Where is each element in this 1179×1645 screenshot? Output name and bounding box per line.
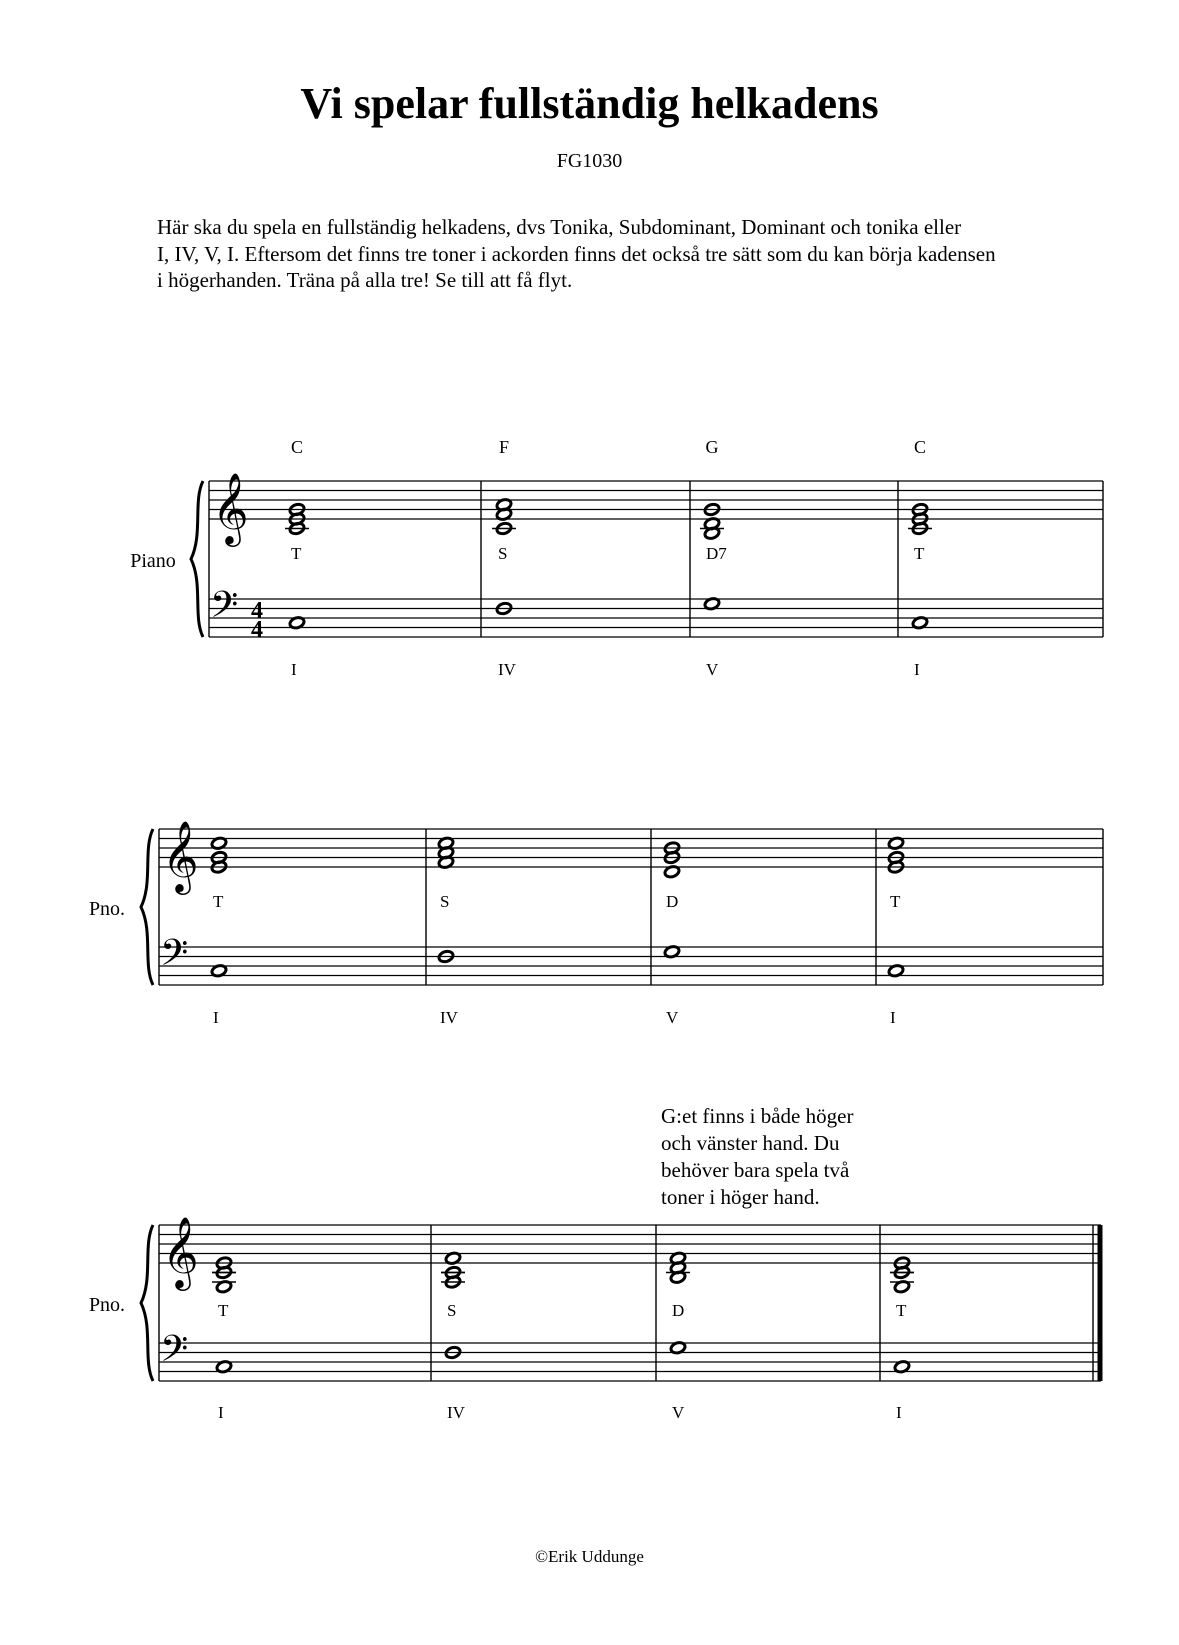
- chord-symbol: F: [498, 437, 510, 457]
- roman-numeral: I: [896, 1403, 902, 1422]
- intro-line: i högerhanden. Träna på alla tre! Se till att få flyt.: [157, 268, 573, 292]
- intro-line: I, IV, V, I. Eftersom det finns tre toner i ackorden finns det också tre sätt som du kan börja kadensen: [157, 241, 996, 266]
- roman-numeral: I: [914, 660, 920, 679]
- page-title: Vi spelar fullständig helkadens: [300, 79, 879, 128]
- roman-numeral: IV: [447, 1403, 465, 1422]
- instrument-label: Pno.: [88, 898, 126, 920]
- roman-numeral: V: [666, 1008, 679, 1027]
- function-label: D: [666, 892, 679, 911]
- chord-symbol: C: [913, 437, 927, 457]
- function-label: S: [498, 544, 508, 563]
- annotation-line: G:et finns i både höger: [661, 1104, 854, 1128]
- roman-numeral: V: [672, 1403, 685, 1422]
- time-signature-bottom: 4: [251, 617, 263, 643]
- treble-clef-icon: 𝄞: [162, 1219, 199, 1287]
- function-label: D7: [706, 544, 727, 563]
- function-label: S: [440, 892, 450, 911]
- roman-numeral: I: [213, 1008, 219, 1027]
- annotation-line: behöver bara spela två: [661, 1158, 850, 1182]
- annotation-text: [661, 1103, 853, 1211]
- function-label: T: [914, 544, 925, 563]
- chord-symbol: G: [705, 437, 719, 457]
- instrument-label: Pno.: [88, 1294, 126, 1316]
- exercise-code: FG1030: [556, 150, 623, 172]
- instrument-label: Piano: [130, 550, 176, 572]
- annotation-line: toner i höger hand.: [661, 1185, 820, 1209]
- bass-clef-icon: 𝄢: [160, 933, 189, 982]
- roman-numeral: V: [706, 660, 719, 679]
- function-label: T: [213, 892, 224, 911]
- roman-numeral: I: [890, 1008, 896, 1027]
- brace: [191, 481, 203, 637]
- brace: [141, 1225, 153, 1381]
- roman-numeral: I: [291, 660, 297, 679]
- chord-symbol: C: [290, 437, 304, 457]
- function-label: D: [672, 1301, 685, 1320]
- function-label: T: [890, 892, 901, 911]
- roman-numeral: I: [218, 1403, 224, 1422]
- brace: [141, 829, 153, 985]
- time-signature-top: 4: [251, 598, 263, 624]
- function-label: S: [447, 1301, 457, 1320]
- roman-numeral: IV: [498, 660, 516, 679]
- intro-line: Här ska du spela en fullständig helkadens, dvs Tonika, Subdominant, Dominant och tonika eller: [157, 215, 962, 239]
- function-label: T: [291, 544, 302, 563]
- function-label: T: [896, 1301, 907, 1320]
- bass-clef-icon: 𝄢: [210, 585, 239, 634]
- function-label: T: [218, 1301, 229, 1320]
- treble-clef-icon: 𝄞: [162, 823, 199, 891]
- annotation-line: och vänster hand. Du: [661, 1131, 840, 1155]
- copyright-footer: ©Erik Uddunge: [535, 1547, 644, 1566]
- bass-clef-icon: 𝄢: [160, 1329, 189, 1378]
- roman-numeral: IV: [440, 1008, 458, 1027]
- treble-clef-icon: 𝄞: [212, 475, 249, 543]
